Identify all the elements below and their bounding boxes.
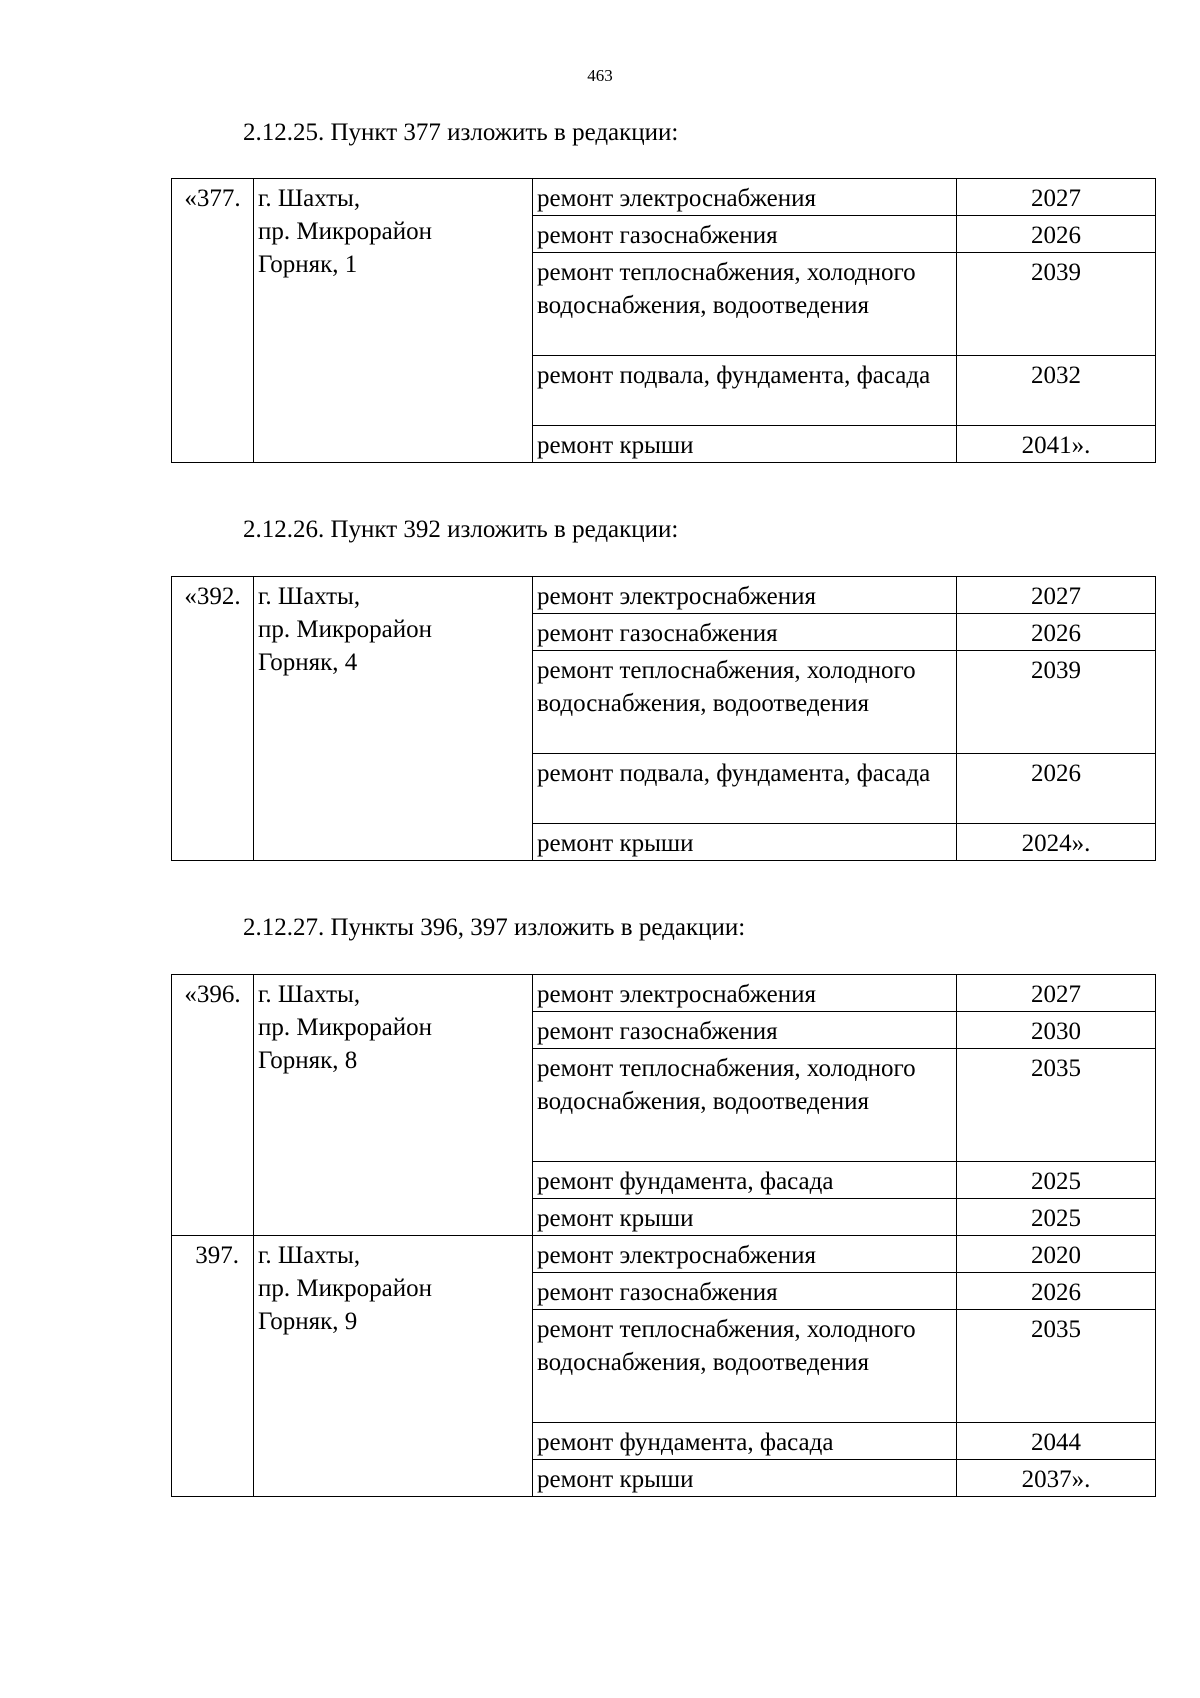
address-line: Горняк, 8 [258,1047,358,1074]
address-line: пр. Микрорайон [258,1014,432,1041]
work-year: 2025 [957,1162,1156,1199]
work-type: ремонт газоснабжения [533,1273,957,1310]
address-line: Горняк, 1 [258,251,358,278]
address-line: г. Шахты, [258,583,361,610]
work-year: 2030 [957,1012,1156,1049]
table-row [172,1236,1156,1273]
item-number: «392. [172,577,254,861]
work-type: ремонт электроснабжения [533,577,957,614]
address-line: г. Шахты, [258,1242,361,1269]
work-year: 2035 [957,1049,1156,1162]
work-year: 2027 [957,975,1156,1012]
work-type: ремонт крыши [533,1199,957,1236]
table-row [172,975,1156,1012]
work-type: ремонт теплоснабжения, холодного водоснабжения, водоотведения [533,1049,957,1162]
work-type: ремонт подвала, фундамента, фасада [533,356,957,426]
item-number: «396. [172,975,254,1236]
work-type: ремонт электроснабжения [533,179,957,216]
table-row [172,577,1156,614]
work-year: 2037». [957,1460,1156,1497]
section-heading: 2.12.26. Пункт 392 изложить в редакции: [243,516,679,543]
table-row [172,179,1156,216]
work-year: 2027 [957,179,1156,216]
item-number: «377. [172,179,254,463]
work-type: ремонт крыши [533,824,957,861]
work-type: ремонт теплоснабжения, холодного водоснабжения, водоотведения [533,651,957,754]
work-year: 2026 [957,216,1156,253]
work-year: 2032 [957,356,1156,426]
work-type: ремонт крыши [533,426,957,463]
address-line: пр. Микрорайон [258,218,432,245]
work-type: ремонт теплоснабжения, холодного водоснабжения, водоотведения [533,253,957,356]
work-type: ремонт фундамента, фасада [533,1423,957,1460]
work-year: 2044 [957,1423,1156,1460]
amendment-table [171,576,1156,861]
section-heading: 2.12.27. Пункты 396, 397 изложить в редакции: [243,914,746,941]
work-year: 2039 [957,651,1156,754]
work-type: ремонт теплоснабжения, холодного водоснабжения, водоотведения [533,1310,957,1423]
work-year: 2026 [957,754,1156,824]
amendment-table [171,974,1156,1497]
item-number: 397. [172,1236,254,1497]
amendment-table [171,178,1156,463]
work-year: 2041». [957,426,1156,463]
work-year: 2025 [957,1199,1156,1236]
address-cell [254,975,533,1236]
address-cell [254,1236,533,1497]
work-year: 2024». [957,824,1156,861]
work-year: 2027 [957,577,1156,614]
address-line: пр. Микрорайон [258,616,432,643]
work-year: 2026 [957,614,1156,651]
work-type: ремонт электроснабжения [533,975,957,1012]
work-type: ремонт подвала, фундамента, фасада [533,754,957,824]
work-type: ремонт электроснабжения [533,1236,957,1273]
work-type: ремонт крыши [533,1460,957,1497]
work-year: 2020 [957,1236,1156,1273]
work-type: ремонт газоснабжения [533,1012,957,1049]
work-year: 2035 [957,1310,1156,1423]
section-heading: 2.12.25. Пункт 377 изложить в редакции: [243,119,679,146]
address-cell [254,179,533,463]
address-line: пр. Микрорайон [258,1275,432,1302]
address-line: г. Шахты, [258,185,361,212]
work-type: ремонт газоснабжения [533,614,957,651]
page-number: 463 [587,66,613,85]
work-type: ремонт фундамента, фасада [533,1162,957,1199]
work-year: 2039 [957,253,1156,356]
address-line: Горняк, 4 [258,649,358,676]
work-year: 2026 [957,1273,1156,1310]
address-line: Горняк, 9 [258,1308,358,1335]
address-line: г. Шахты, [258,981,361,1008]
address-cell [254,577,533,861]
work-type: ремонт газоснабжения [533,216,957,253]
